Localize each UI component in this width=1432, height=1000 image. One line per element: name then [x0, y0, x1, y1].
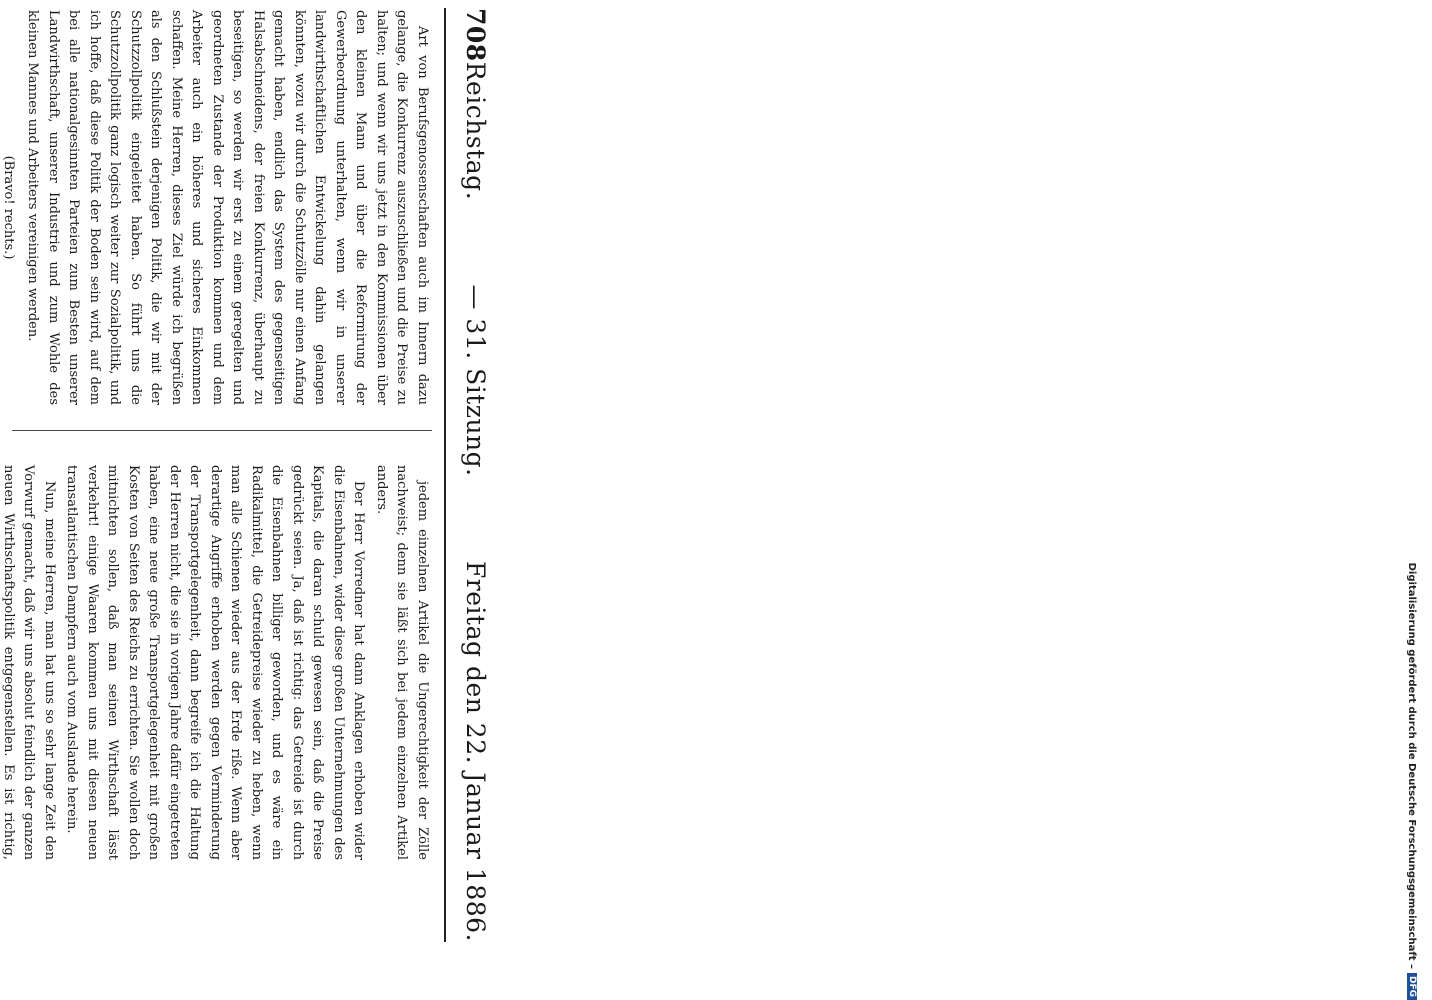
interjection: (Bravo! rechts.)	[1, 155, 16, 260]
header-center: — 31. Sitzung.	[461, 284, 491, 477]
paragraph: Der Herr Vorredner hat dann Anklagen erhoben wider die Eisenbahnen, wider diese großen Unternehmungen des Kapitals, die daran schuld gewesen sein, daß die Preise gedrückt seien. Ja, daß ist richtig: das Getreide ist durch die Eisenbahnen billiger geworden, und es wäre ein Radikalmittel, die Getreidepreise wieder zu heben, wenn man alle Schienen wieder aus der Erde riße. Wenn aber derartige Angriffe erhoben werden gegen Verminderung der Transportgelegenheit, dann begreife ich die Haltung der Herren nicht, die sie in vorigen Jahre dafür eingetreten haben, eine neue große Transportgelegenheit mit großen Kosten von Seiten des Reichs zu errichten. Sie wollen doch mitnichten sollen, daß man seinen Wirthschaft lässt verkehrt! einige Waaren kommen uns mit diesen neuen transatlantischen Dampfern auch vom Auslande herein.	[64, 465, 367, 860]
header-rule	[444, 8, 446, 942]
running-header	[450, 8, 502, 942]
credit-text: Digitalisierung gefördert durch die Deutsche Forschungsgemeinschaft –	[1406, 562, 1418, 969]
paragraph: Art von Berufsgenossenschaften auch im Innern dazu gelange, die Konkurrenz auszuschließen und die Preise zu halten; und wenn wir uns jetzt in den Kommissionen über den kleinen Mann und über die Reformirung der Gewerbeordnung unterhalten, wenn wir in unserer landwirthschaftlichen Entwickelung dahin gelangen könnten, wozu wir durch die Schutzzölle nur einen Anfang gemacht haben, endlich das System des gegenseitigen Halsabschneidens, der freien Konkurrenz, überhaupt zu beseitigen, so werden wir erst zu einem geregelten und geordneten Zustande der Produktion kommen und dem Arbeiter auch ein höheres und sicheres Einkommen schaffen. Meine Herren, dieses Ziel würde ich begrüßen als den Schlußstein derjenigen Politik, die wir mit der Schutzzollpolitik eingeleitet haben. So führt uns die Schutzzollpolitik ganz logisch weiter zur Sozialpolitik, und ich hoffe, daß diese Politik der Boden sein wird, auf dem bei alle nationalgesinnten Parteien zum Besten unserer Landwirthschaft, unserer Industrie und zum Wohle des kleinen Mannes und Arbeiters vereinigen werden.	[25, 10, 430, 405]
right-column	[1, 465, 432, 860]
header-left: Reichstag.	[461, 61, 491, 201]
paragraph: Nun, meine Herren, man hat uns so sehr lange Zeit den Vorwurf gemacht, daß wir uns absolut feindlich der ganzen neuen Wirthschaftspolitik entgegenstellen. Es ist richtig,	[1, 465, 57, 860]
header-right: Freitag den 22. Januar 1886.	[461, 560, 491, 942]
digitization-credit	[1404, 10, 1420, 1000]
paragraph: jedem einzelnen Artikel die Ungerechtigkeit der Zölle nachweist; denn sie läßt sich bei jedem einzelnen Artikel anders.	[374, 465, 430, 860]
dfg-logo: DFG	[1407, 973, 1417, 1000]
left-column	[1, 10, 432, 405]
column-divider	[12, 430, 432, 431]
page-number: 708	[461, 8, 491, 62]
